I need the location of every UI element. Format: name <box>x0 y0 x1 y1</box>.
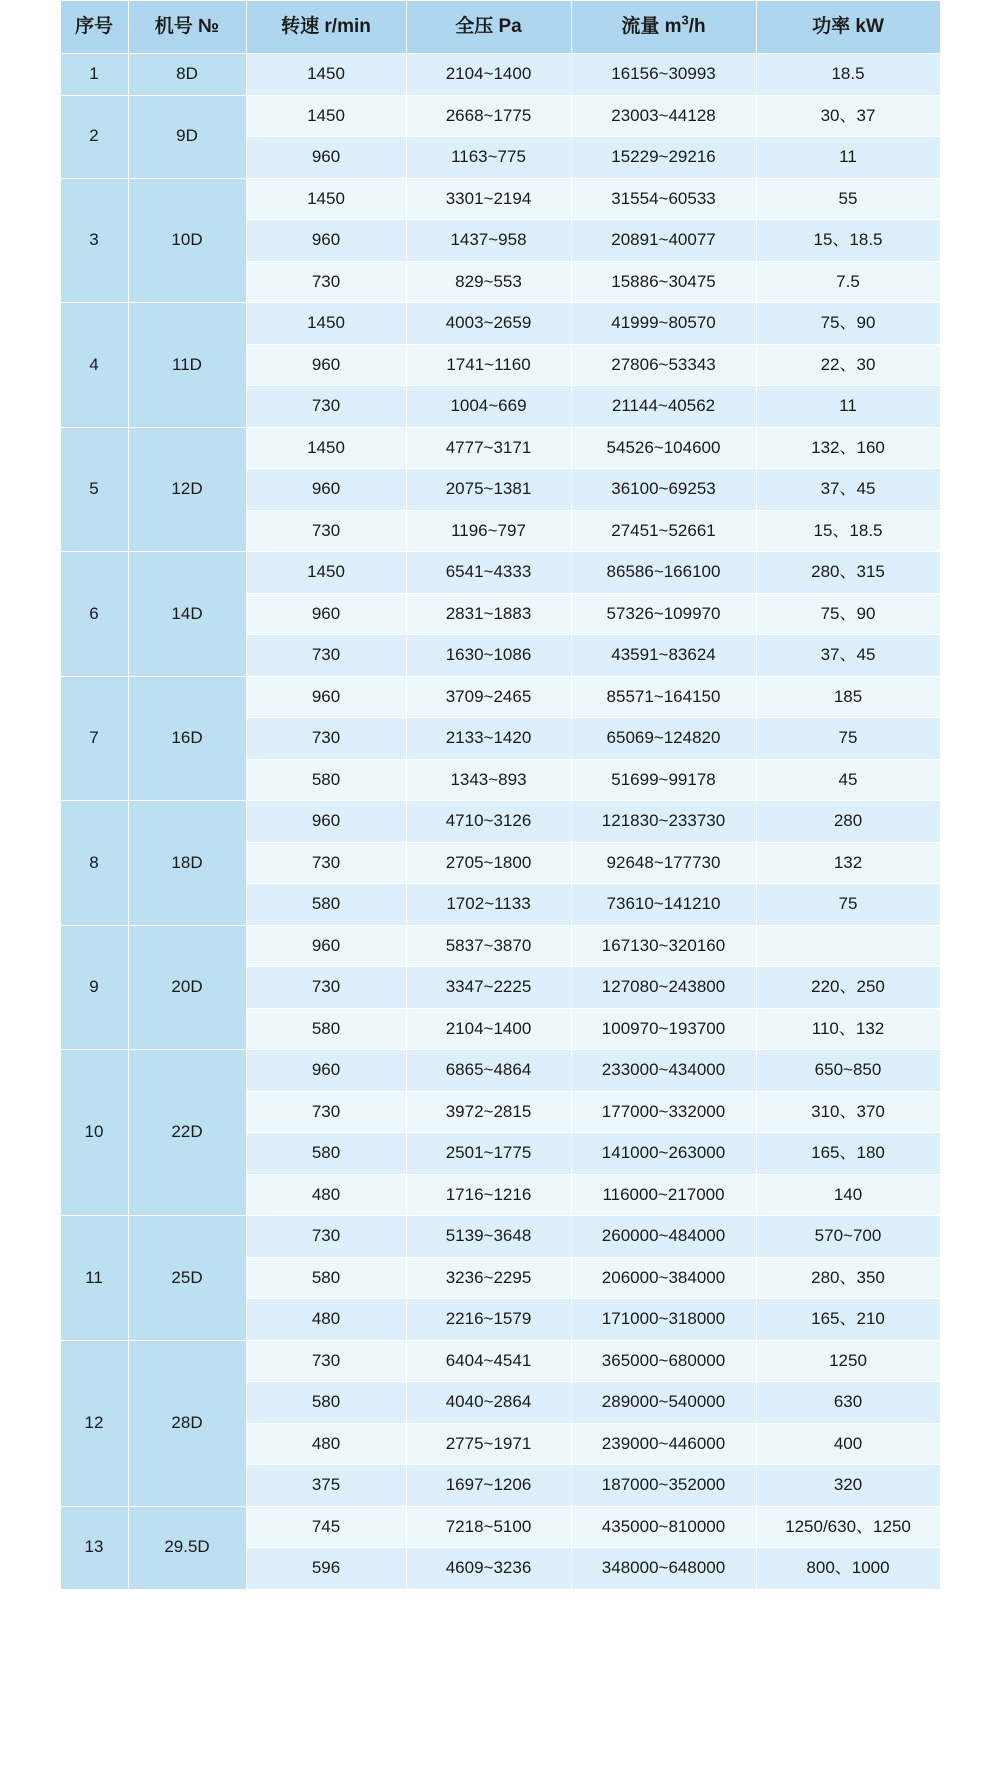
cell-power: 280 <box>756 801 940 843</box>
cell-power: 570~700 <box>756 1216 940 1258</box>
cell-index: 4 <box>60 303 128 428</box>
cell-pressure: 2705~1800 <box>406 842 571 884</box>
cell-pressure: 1697~1206 <box>406 1465 571 1507</box>
cell-flow: 127080~243800 <box>571 967 756 1009</box>
cell-speed: 580 <box>246 1382 406 1424</box>
cell-flow: 41999~80570 <box>571 303 756 345</box>
cell-model: 18D <box>128 801 246 926</box>
cell-pressure: 3301~2194 <box>406 178 571 220</box>
cell-speed: 730 <box>246 261 406 303</box>
cell-index: 6 <box>60 552 128 677</box>
cell-model: 28D <box>128 1340 246 1506</box>
cell-model: 9D <box>128 95 246 178</box>
cell-power: 22、30 <box>756 344 940 386</box>
table-row <box>60 552 940 594</box>
cell-pressure: 7218~5100 <box>406 1506 571 1548</box>
cell-power: 18.5 <box>756 54 940 96</box>
cell-speed: 730 <box>246 842 406 884</box>
cell-flow: 54526~104600 <box>571 427 756 469</box>
cell-power: 800、1000 <box>756 1548 940 1590</box>
cell-speed: 730 <box>246 1216 406 1258</box>
cell-speed: 375 <box>246 1465 406 1507</box>
table-row <box>60 925 940 967</box>
cell-flow: 435000~810000 <box>571 1506 756 1548</box>
cell-flow: 167130~320160 <box>571 925 756 967</box>
cell-pressure: 2831~1883 <box>406 593 571 635</box>
column-header-power: 功率 kW <box>756 1 940 54</box>
cell-power: 30、37 <box>756 95 940 137</box>
cell-flow: 177000~332000 <box>571 1091 756 1133</box>
cell-speed: 480 <box>246 1299 406 1341</box>
cell-speed: 596 <box>246 1548 406 1590</box>
cell-pressure: 2104~1400 <box>406 54 571 96</box>
cell-flow: 51699~99178 <box>571 759 756 801</box>
cell-pressure: 2216~1579 <box>406 1299 571 1341</box>
column-header-model: 机号 № <box>128 1 246 54</box>
cell-power: 132 <box>756 842 940 884</box>
cell-model: 16D <box>128 676 246 801</box>
cell-pressure: 1343~893 <box>406 759 571 801</box>
cell-speed: 480 <box>246 1423 406 1465</box>
cell-speed: 730 <box>246 967 406 1009</box>
cell-speed: 960 <box>246 676 406 718</box>
cell-speed: 580 <box>246 759 406 801</box>
cell-speed: 960 <box>246 220 406 262</box>
cell-index: 11 <box>60 1216 128 1341</box>
cell-power: 55 <box>756 178 940 220</box>
table-row <box>60 178 940 220</box>
cell-speed: 730 <box>246 386 406 428</box>
cell-power: 75、90 <box>756 593 940 635</box>
cell-speed: 1450 <box>246 178 406 220</box>
cell-speed: 730 <box>246 510 406 552</box>
cell-speed: 960 <box>246 925 406 967</box>
cell-pressure: 1630~1086 <box>406 635 571 677</box>
cell-power: 11 <box>756 386 940 428</box>
cell-speed: 745 <box>246 1506 406 1548</box>
header-row <box>60 1 940 54</box>
cell-speed: 580 <box>246 1008 406 1050</box>
column-header-speed: 转速 r/min <box>246 1 406 54</box>
cell-model: 20D <box>128 925 246 1050</box>
column-header-index: 序号 <box>60 1 128 54</box>
cell-pressure: 3972~2815 <box>406 1091 571 1133</box>
cell-speed: 580 <box>246 1133 406 1175</box>
cell-pressure: 2075~1381 <box>406 469 571 511</box>
cell-model: 29.5D <box>128 1506 246 1589</box>
cell-pressure: 3709~2465 <box>406 676 571 718</box>
cell-flow: 141000~263000 <box>571 1133 756 1175</box>
cell-speed: 730 <box>246 718 406 760</box>
cell-power: 400 <box>756 1423 940 1465</box>
column-header-flow: 流量 $m^3/h$ <box>571 1 756 54</box>
cell-flow: 121830~233730 <box>571 801 756 843</box>
cell-power: 1250 <box>756 1340 940 1382</box>
table-row <box>60 1340 940 1382</box>
fan-specification-table <box>60 0 941 1590</box>
cell-flow: 239000~446000 <box>571 1423 756 1465</box>
cell-flow: 365000~680000 <box>571 1340 756 1382</box>
cell-power: 220、250 <box>756 967 940 1009</box>
cell-flow: 116000~217000 <box>571 1174 756 1216</box>
cell-pressure: 1196~797 <box>406 510 571 552</box>
cell-speed: 730 <box>246 1340 406 1382</box>
cell-index: 3 <box>60 178 128 303</box>
cell-flow: 57326~109970 <box>571 593 756 635</box>
cell-power: 15、18.5 <box>756 220 940 262</box>
cell-index: 13 <box>60 1506 128 1589</box>
cell-power: 11 <box>756 137 940 179</box>
cell-pressure: 2501~1775 <box>406 1133 571 1175</box>
table-row <box>60 427 940 469</box>
cell-flow: 43591~83624 <box>571 635 756 677</box>
cell-flow: 21144~40562 <box>571 386 756 428</box>
table-row <box>60 1216 940 1258</box>
cell-pressure: 1741~1160 <box>406 344 571 386</box>
cell-speed: 580 <box>246 884 406 926</box>
cell-speed: 480 <box>246 1174 406 1216</box>
cell-power: 165、180 <box>756 1133 940 1175</box>
table-row <box>60 676 940 718</box>
cell-pressure: 829~553 <box>406 261 571 303</box>
cell-flow: 15886~30475 <box>571 261 756 303</box>
cell-speed: 960 <box>246 469 406 511</box>
cell-pressure: 1716~1216 <box>406 1174 571 1216</box>
cell-power: 110、132 <box>756 1008 940 1050</box>
cell-pressure: 2104~1400 <box>406 1008 571 1050</box>
cell-flow: 73610~141210 <box>571 884 756 926</box>
cell-flow: 92648~177730 <box>571 842 756 884</box>
cell-flow: 65069~124820 <box>571 718 756 760</box>
table-row <box>60 1050 940 1092</box>
table-row <box>60 54 940 96</box>
cell-pressure: 5837~3870 <box>406 925 571 967</box>
cell-pressure: 4040~2864 <box>406 1382 571 1424</box>
cell-model: 12D <box>128 427 246 552</box>
cell-index: 5 <box>60 427 128 552</box>
cell-power: 75 <box>756 718 940 760</box>
cell-flow: 16156~30993 <box>571 54 756 96</box>
cell-flow: 100970~193700 <box>571 1008 756 1050</box>
cell-flow: 206000~384000 <box>571 1257 756 1299</box>
cell-power: 75、90 <box>756 303 940 345</box>
cell-model: 25D <box>128 1216 246 1341</box>
cell-power: 15、18.5 <box>756 510 940 552</box>
cell-speed: 960 <box>246 801 406 843</box>
cell-power: 37、45 <box>756 469 940 511</box>
cell-speed: 960 <box>246 1050 406 1092</box>
cell-power: 630 <box>756 1382 940 1424</box>
cell-flow: 233000~434000 <box>571 1050 756 1092</box>
cell-speed: 1450 <box>246 303 406 345</box>
cell-model: 22D <box>128 1050 246 1216</box>
cell-model: 8D <box>128 54 246 96</box>
cell-speed: 960 <box>246 593 406 635</box>
cell-flow: 27806~53343 <box>571 344 756 386</box>
table-row <box>60 303 940 345</box>
cell-pressure: 2775~1971 <box>406 1423 571 1465</box>
cell-index: 7 <box>60 676 128 801</box>
table-row <box>60 95 940 137</box>
cell-pressure: 4710~3126 <box>406 801 571 843</box>
cell-speed: 580 <box>246 1257 406 1299</box>
cell-pressure: 2133~1420 <box>406 718 571 760</box>
cell-power: 132、160 <box>756 427 940 469</box>
cell-pressure: 2668~1775 <box>406 95 571 137</box>
cell-power <box>756 925 940 967</box>
cell-flow: 289000~540000 <box>571 1382 756 1424</box>
cell-pressure: 3236~2295 <box>406 1257 571 1299</box>
table-row <box>60 801 940 843</box>
cell-flow: 86586~166100 <box>571 552 756 594</box>
cell-pressure: 6865~4864 <box>406 1050 571 1092</box>
cell-speed: 960 <box>246 137 406 179</box>
cell-pressure: 4609~3236 <box>406 1548 571 1590</box>
cell-index: 2 <box>60 95 128 178</box>
table-header <box>60 1 940 54</box>
cell-pressure: 5139~3648 <box>406 1216 571 1258</box>
cell-flow: 187000~352000 <box>571 1465 756 1507</box>
column-header-pressure: 全压 Pa <box>406 1 571 54</box>
cell-power: 280、350 <box>756 1257 940 1299</box>
cell-index: 8 <box>60 801 128 926</box>
cell-power: 185 <box>756 676 940 718</box>
cell-speed: 1450 <box>246 552 406 594</box>
cell-flow: 27451~52661 <box>571 510 756 552</box>
cell-flow: 31554~60533 <box>571 178 756 220</box>
cell-flow: 85571~164150 <box>571 676 756 718</box>
cell-power: 280、315 <box>756 552 940 594</box>
cell-pressure: 6541~4333 <box>406 552 571 594</box>
cell-flow: 15229~29216 <box>571 137 756 179</box>
cell-flow: 171000~318000 <box>571 1299 756 1341</box>
cell-power: 1250/630、1250 <box>756 1506 940 1548</box>
cell-flow: 36100~69253 <box>571 469 756 511</box>
cell-power: 650~850 <box>756 1050 940 1092</box>
cell-model: 11D <box>128 303 246 428</box>
cell-speed: 730 <box>246 1091 406 1133</box>
cell-speed: 1450 <box>246 95 406 137</box>
cell-pressure: 1702~1133 <box>406 884 571 926</box>
cell-index: 1 <box>60 54 128 96</box>
cell-index: 12 <box>60 1340 128 1506</box>
table-body <box>60 54 940 1590</box>
cell-pressure: 1004~669 <box>406 386 571 428</box>
cell-power: 140 <box>756 1174 940 1216</box>
cell-power: 310、370 <box>756 1091 940 1133</box>
cell-power: 37、45 <box>756 635 940 677</box>
cell-model: 10D <box>128 178 246 303</box>
cell-pressure: 3347~2225 <box>406 967 571 1009</box>
cell-flow: 260000~484000 <box>571 1216 756 1258</box>
cell-index: 9 <box>60 925 128 1050</box>
cell-speed: 960 <box>246 344 406 386</box>
cell-index: 10 <box>60 1050 128 1216</box>
table-row <box>60 1506 940 1548</box>
cell-pressure: 6404~4541 <box>406 1340 571 1382</box>
cell-pressure: 4777~3171 <box>406 427 571 469</box>
cell-speed: 1450 <box>246 427 406 469</box>
cell-flow: 20891~40077 <box>571 220 756 262</box>
cell-pressure: 1437~958 <box>406 220 571 262</box>
cell-power: 75 <box>756 884 940 926</box>
cell-power: 7.5 <box>756 261 940 303</box>
cell-speed: 1450 <box>246 54 406 96</box>
cell-model: 14D <box>128 552 246 677</box>
cell-power: 45 <box>756 759 940 801</box>
cell-flow: 348000~648000 <box>571 1548 756 1590</box>
cell-pressure: 4003~2659 <box>406 303 571 345</box>
cell-pressure: 1163~775 <box>406 137 571 179</box>
cell-flow: 23003~44128 <box>571 95 756 137</box>
cell-power: 165、210 <box>756 1299 940 1341</box>
cell-speed: 730 <box>246 635 406 677</box>
cell-power: 320 <box>756 1465 940 1507</box>
